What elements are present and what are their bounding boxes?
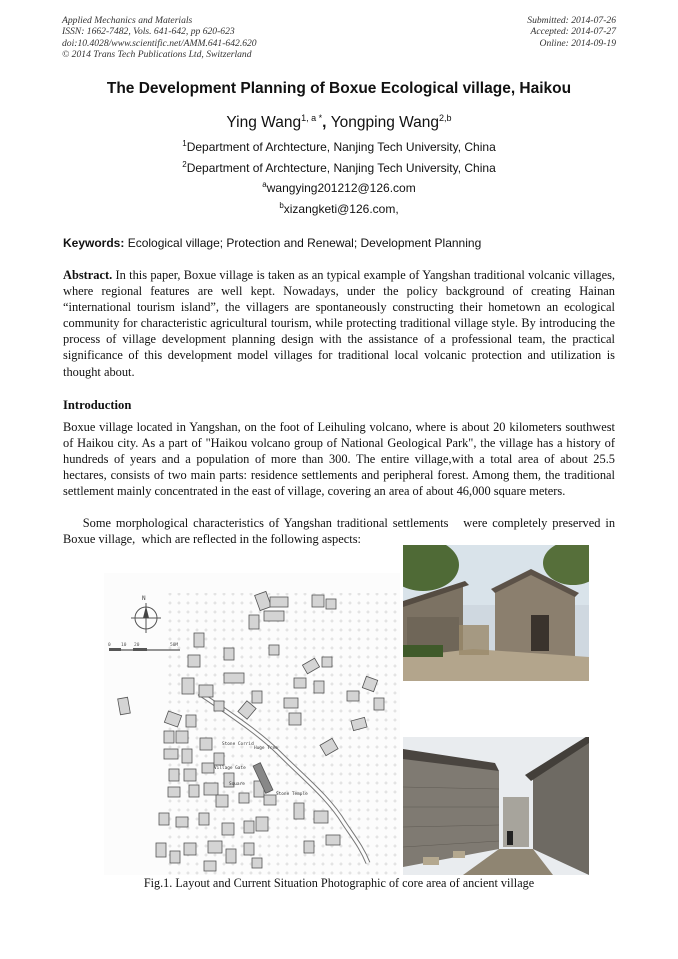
photo-stone-lane — [403, 737, 589, 875]
introduction-paragraph-1: Boxue village located in Yangshan, on the foot of Leihuling volcano, where is about 20 kilometers southwest of Haikou city. As a part of "Haikou volcano group of National Geological Park", the village has a history of hundreds of years and a population of more than 300. The entire village,with a total area of about 25.5 hectares, consists of two main parts: residence settlements and peripheral forest. Among them, the traditional settlement mainly concentrated in the east of village, covering an area of about 46,000 square meters. — [63, 420, 615, 499]
abstract — [63, 267, 615, 380]
scale-label-50m: 50M — [170, 643, 179, 648]
journal-name: Applied Mechanics and Materials — [62, 15, 193, 26]
accepted-date: Accepted: 2014-07-27 — [530, 26, 616, 38]
introduction-paragraph-2: Some morphological characteristics of Yangshan traditional settlements were completely preserved in Boxue village, which are reflected in the following aspects: — [63, 516, 619, 547]
affiliation-2 — [0, 160, 678, 175]
north-label: N — [142, 595, 146, 602]
journal-doi: doi:10.4028/www.scientific.net/AMM.641-642.620 — [62, 37, 257, 49]
author-1-name: Ying Wang — [226, 114, 302, 132]
affiliation-1-sup: 1 — [182, 139, 187, 148]
affiliation-2-text: Department of Archtecture, Nanjing Tech University, China — [186, 161, 496, 175]
label-stone-temple: Stone Temple — [276, 792, 308, 797]
email-1 — [0, 180, 678, 195]
author-separator: , — [322, 114, 331, 132]
email-1-text: wangying201212@126.com — [266, 181, 416, 195]
figure-1 — [104, 545, 589, 875]
affiliation-2-sup: 2 — [182, 160, 187, 169]
submission-dates — [527, 15, 616, 49]
author-2-sup: 2,b — [439, 113, 452, 123]
author-2-name: Yongping Wang — [330, 114, 440, 132]
keywords-label: Keywords: — [63, 236, 125, 250]
email-2-text: xizangketi@126.com, — [283, 202, 399, 216]
submitted-date: Submitted: 2014-07-26 — [527, 15, 616, 26]
journal-copyright: © 2014 Trans Tech Publications Ltd, Switzerland — [62, 49, 252, 61]
email-2-sup: b — [279, 201, 284, 210]
abstract-label: Abstract. — [63, 268, 113, 282]
scale-label-20: 20 — [134, 643, 140, 648]
abstract-text: In this paper, Boxue village is taken as an typical example of Yangshan traditional volcanic villages, where regional features are well kept. Nowadays, under the policy background of creating Hainan “international tourism island”, the villagers are spontaneously constructing their hometown an ecological community for characteristic agricultural tourism, while protecting traditional village style. By introducing the process of village development planning design with the assistance of a professional team, the practical significance of this development model villages for traditional local volcanic protection and utilization is thought about. — [63, 268, 615, 379]
email-1-sup: a — [262, 180, 267, 189]
scale-label-10: 10 — [121, 643, 127, 648]
affiliation-1-text: Department of Archtecture, Nanjing Tech University, China — [186, 140, 496, 154]
affiliation-1 — [0, 139, 678, 154]
photo-village-gate — [403, 545, 589, 681]
author-list — [0, 113, 678, 132]
label-huge-tree: Huge Tree — [254, 746, 278, 751]
label-square: Square — [229, 782, 245, 787]
scale-label-0: 0 — [108, 643, 111, 648]
keywords-text: Ecological village; Protection and Renewal; Development Planning — [124, 236, 482, 250]
keywords — [63, 236, 615, 250]
village-layout-plan — [104, 573, 400, 875]
email-2 — [0, 201, 678, 216]
journal-issn: ISSN: 1662-7482, Vols. 641-642, pp 620-623 — [62, 26, 235, 38]
paper-title: The Development Planning of Boxue Ecological village, Haikou — [106, 80, 572, 97]
journal-info — [62, 15, 257, 61]
label-village-gate: Village Gate — [214, 766, 246, 771]
online-date: Online: 2014-09-19 — [539, 37, 616, 49]
label-stone-corridor: Stone Corrid — [222, 742, 254, 747]
author-1-sup: 1, a * — [301, 113, 323, 123]
figure-caption: Fig.1. Layout and Current Situation Photographic of core area of ancient village — [143, 876, 535, 890]
introduction-heading: Introduction — [63, 398, 132, 412]
